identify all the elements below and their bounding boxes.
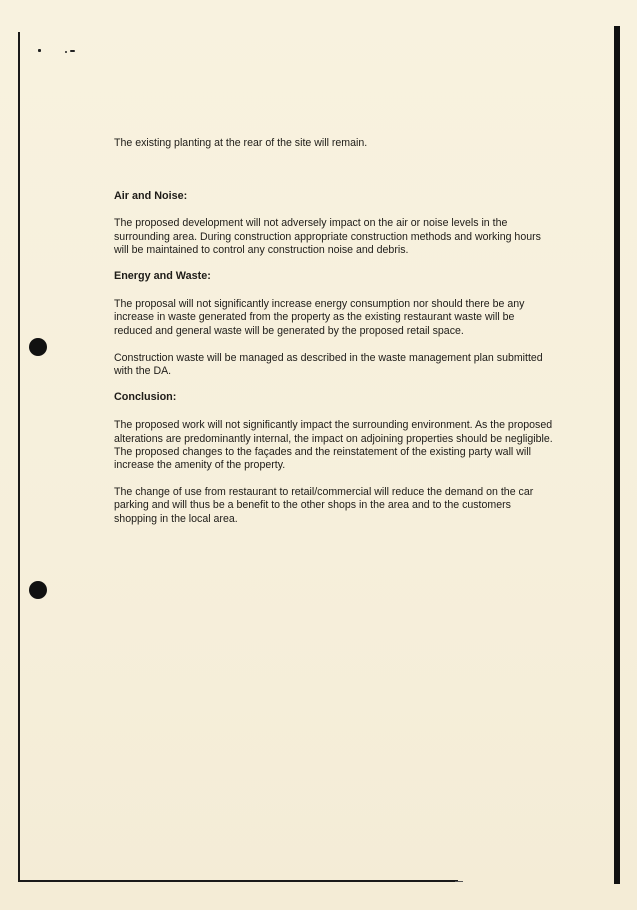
paragraph-air-and-noise: The proposed development will not adversely impact on the air or noise levels in the surrounding area. During construction appropriate construction methods and working hours will be maintained to control any construction noise and debris. <box>114 217 541 256</box>
heading-air-and-noise: Air and Noise: <box>114 190 188 203</box>
scan-speck <box>70 50 75 52</box>
bottom-rule-tail <box>455 881 463 882</box>
punch-hole-lower <box>29 581 47 599</box>
left-margin-rule <box>18 32 20 882</box>
paragraph-energy-and-waste-2: Construction waste will be managed as described in the waste management plan submitted with the DA. <box>114 351 543 378</box>
paragraph-conclusion-1: The proposed work will not significantly impact the surrounding environment. As the proposed alterations are predominantly internal, the impact on adjoining properties should be negligible. The proposed changes to the façades and the reinstatement of the existing party wall will increase the amenity of the property. <box>114 419 553 472</box>
heading-energy-and-waste: Energy and Waste: <box>114 270 211 283</box>
paragraph-energy-and-waste-1: The proposal will not significantly increase energy consumption nor should there be any increase in waste generated from the property as the existing restaurant waste will be reduced and general waste will be generated by the proposed retail space. <box>114 298 525 337</box>
right-margin-rule <box>614 26 620 884</box>
scan-specks <box>38 49 78 55</box>
heading-conclusion: Conclusion: <box>114 391 177 404</box>
scan-speck <box>38 49 41 52</box>
scan-speck <box>65 51 67 53</box>
intro-paragraph: The existing planting at the rear of the site will remain. <box>114 137 368 149</box>
document-body <box>114 137 554 526</box>
bottom-rule <box>18 880 458 882</box>
punch-hole-upper <box>29 338 47 356</box>
paragraph-conclusion-2: The change of use from restaurant to retail/commercial will reduce the demand on the car parking and will thus be a benefit to the other shops in the area and to the customers shopping in the local area. <box>114 486 534 525</box>
